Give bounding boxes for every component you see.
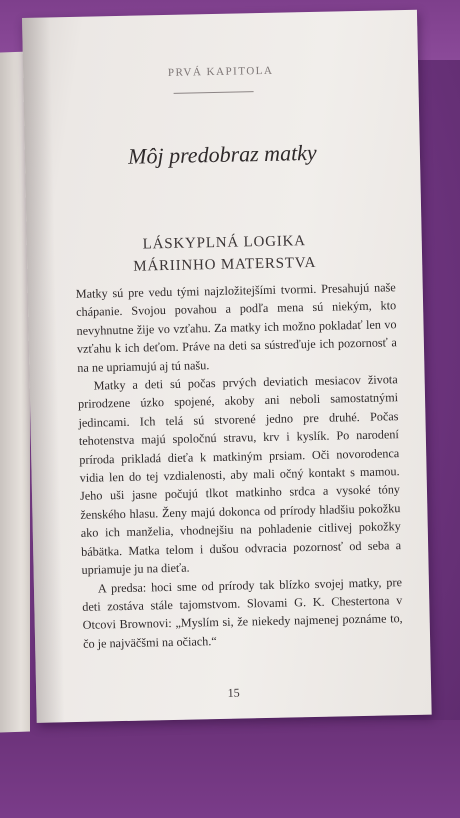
section-heading-line-2: MÁRIINHO MATERSTVA <box>133 254 317 275</box>
chapter-divider <box>174 91 254 94</box>
section-heading-line-1: LÁSKYPLNÁ LOGIKA <box>142 233 307 253</box>
fabric-background-bottom <box>0 720 460 818</box>
book-page <box>22 10 432 723</box>
chapter-label: PRVÁ KAPITOLA <box>167 64 274 79</box>
body-text <box>76 278 404 653</box>
chapter-title: Môj predobraz matky <box>127 139 317 169</box>
paragraph: A predsa: hoci sme od prírody tak blízko svojej matky, pre deti zostáva stále tajomstvom. Slovami G. K. Chestertona v Otcovi Brownovi: „Myslím si, že niekedy najmenej poznáme to, čo je najväčšmi na očiach.“ <box>82 574 403 651</box>
paragraph: Matky sú pre vedu tými najzložitejšími tvormi. Presahujú naše chápanie. Svojou povahou a podľa mena sú niekým, kto nevyhnutne žije vo vzťahu. Za matky ich možno pokladať len vo vzťahu k ich deťom. Práve na deti sa sústreďuje ich pozornosť a na ne upriamujú aj tú našu. <box>75 280 398 375</box>
paragraph: Matky a deti sú počas prvých deviatich mesiacov života prirodzene úzko spojené, akoby ani neboli samostatnými jedincami. Ich telá sú stvorené jedno pre druhé. Počas tehotenstva majú spoločnú stravu, krv i kyslík. Po narodení príroda prikladá dieťa k matkiným prsiam. Oči novorodenca vidia len do tej vzdialenosti, aby mali očný kontakt s mamou. Jeho uši jasne počujú tlkot matkinho srdca a vysoké tóny ženského hlasu. Ženy majú dokonca od prírody hladšiu pokožku ako ich manželia, vhodnejšiu na pohladenie citlivej pokožky bábätka. Matka telom i dušou odvracia pozornosť od seba a upriamuje ju na dieťa. <box>77 372 402 577</box>
section-heading <box>27 228 423 280</box>
page-number: 15 <box>227 685 240 700</box>
